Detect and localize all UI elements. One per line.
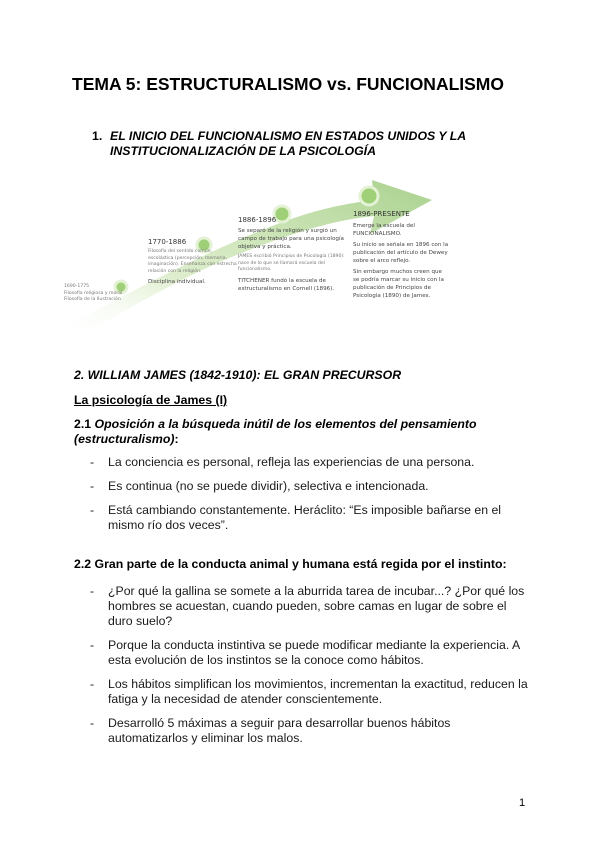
stage-4-heading: 1896-PRESENTE — [353, 210, 410, 218]
list-item: - La conciencia es personal, refleja las experiencias de una persona. — [90, 455, 530, 470]
stage-1-line-2: Filosofía religiosa y moral — [64, 290, 123, 296]
section-2-heading: 2. WILLIAM JAMES (1842-1910): EL GRAN PRECURSOR — [74, 368, 402, 382]
section-1-heading — [92, 129, 512, 159]
stage-4-paragraph-3: Sin embargo muchos creen que se podría marcar su inicio con la publicación de Principios de Psicología (1890) de James. — [353, 269, 444, 299]
stage-4-paragraph-2: Su inicio se señala en 1896 con la publicación del artículo de Dewey sobre el arco reflejo. — [353, 242, 449, 264]
list-consciousness — [90, 429, 530, 533]
stage-3-paragraph-2: JAMES escribió Principios de Psicología (1890): nace de lo que se llamará escuela del funcionalismo. — [238, 254, 345, 272]
stage-1-line-3: Filosofía de la Ilustración — [64, 297, 121, 302]
list-item: - ¿Por qué la gallina se somete a la aburrida tarea de incubar...? ¿Por qué los hombres se acuestan, cuando pueden, sobre camas en lugar de sobre el duro suelo? — [90, 584, 530, 629]
subheading-2-1-colon: : — [174, 432, 179, 446]
stage-3-paragraph-1: Se separó de la religión y surgió un campo de trabajo para una psicología objetiva y práctica. — [238, 228, 344, 250]
stage-4-paragraph-1: Emerge la escuela del FUNCIONALISMO. — [353, 223, 415, 237]
stage-2-paragraph-1: Filosofía del sentido común, escolástica (percepción, memoria, imaginación). Enseñanza con estrecha relación con la religión. — [148, 249, 237, 274]
section-1-text: EL INICIO DEL FUNCIONALISMO EN ESTADOS UNIDOS Y LA INSTITUCIONALIZACIÓN DE LA PSICOLOGÍA — [110, 129, 466, 158]
list-item: - Porque la conducta instintiva se puede modificar mediante la experiencia. A esta evolución de los instintos se la conoce como hábitos. — [90, 638, 530, 668]
psychology-heading: La psicología de James (I) — [74, 393, 228, 407]
list-item: - Es continua (no se puede dividir), selectiva e intencionada. — [90, 479, 530, 494]
list-item: - Los hábitos simplifican los movimientos, incrementan la exactitud, reducen la fatiga y la necesidad de atender conscientemente. — [90, 677, 530, 707]
stage-3-paragraph-3: TITCHENER fundó la escuela de estructuralismo en Cornell (1896). — [238, 277, 335, 292]
timeline-stage-4 — [353, 222, 449, 303]
stage-2-heading: 1770-1886 — [148, 238, 187, 246]
subheading-2-1-number: 2.1 — [74, 417, 92, 431]
timeline-diagram — [64, 176, 454, 354]
page-title: TEMA 5: ESTRUCTURALISMO vs. FUNCIONALISMO — [72, 74, 504, 94]
subheading-2-2: 2.2 Gran parte de la conducta animal y humana está regida por el instinto: — [74, 557, 507, 571]
list-item: - Desarrolló 5 máximas a seguir para desarrollar buenos hábitos automatizarlos y eliminar los malos. — [90, 716, 530, 746]
list-instinct — [90, 584, 530, 746]
stage-1-line-1: 1690-1775 — [64, 284, 90, 289]
subheading-2-1-text: Oposición a la búsqueda inútil de los elementos del pensamiento (estructuralismo) — [74, 417, 477, 446]
timeline-stage-1 — [64, 284, 144, 304]
timeline-dot-3 — [274, 206, 290, 222]
page-number: 1 — [519, 797, 526, 809]
timeline-dot-4 — [360, 187, 378, 205]
stage-2-paragraph-2: Disciplina individual. — [148, 279, 206, 285]
timeline-stage-2 — [148, 249, 238, 289]
list-item: - Está cambiando constantemente. Heráclito: “Es imposible bañarse en el mismo río dos veces”. — [90, 503, 530, 533]
stage-3-heading: 1886-1896 — [238, 216, 277, 224]
timeline-stage-3 — [238, 227, 346, 296]
section-1-number: 1. — [92, 129, 103, 143]
